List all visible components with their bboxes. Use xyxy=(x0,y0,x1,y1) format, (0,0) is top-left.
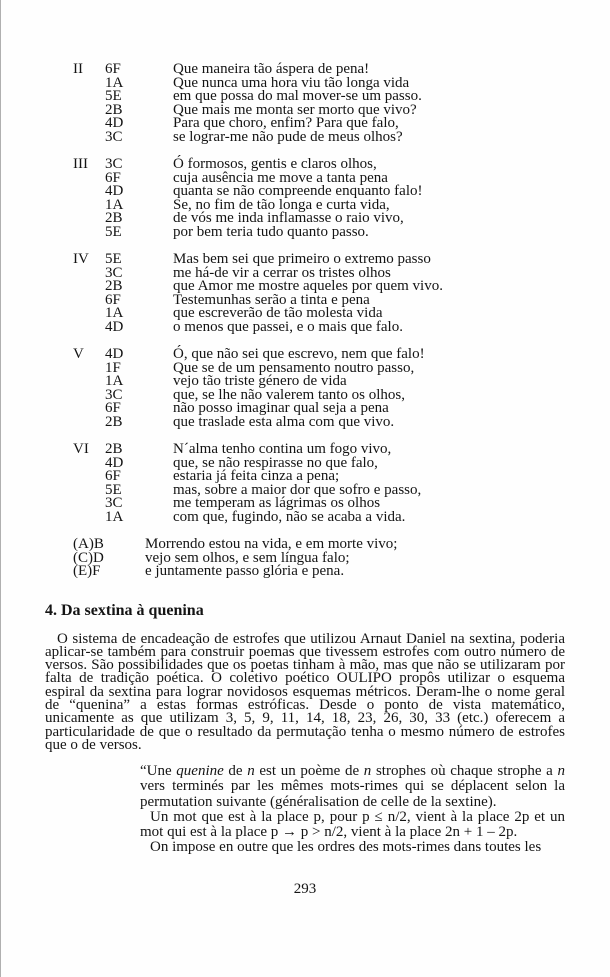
rhyme-word-label: (A)B xyxy=(73,536,104,552)
verse-text: me temperam as lágrimas os olhos xyxy=(173,495,381,511)
rhyme-word-label: 4D xyxy=(105,183,124,199)
rhyme-word-label: 2B xyxy=(105,278,123,294)
stanza-numeral: II xyxy=(73,61,83,77)
quote-text-segment: strophes où chaque strophe a xyxy=(371,763,558,780)
tercet-line xyxy=(73,563,565,579)
quote-italic-term: n xyxy=(557,763,565,780)
rhyme-word-label: 1A xyxy=(105,196,124,213)
poem-block xyxy=(73,63,565,524)
verse-line xyxy=(105,128,565,145)
verse-text: de vós me inda inflamasse o raio vivo, xyxy=(173,210,404,226)
verse-text: e juntamente passo glória e pena. xyxy=(145,563,345,579)
rhyme-word-label: 3C xyxy=(105,386,123,403)
rhyme-word-label: 5E xyxy=(105,251,122,267)
section-heading: 4. Da sextina à quenina xyxy=(45,601,204,619)
poem-tercet xyxy=(73,536,565,579)
stanza-verses xyxy=(105,443,565,524)
page-number: 293 xyxy=(293,881,317,898)
rhyme-word-label: 5E xyxy=(105,481,122,498)
stanza-verses xyxy=(105,253,565,334)
rhyme-word-label: (E)F xyxy=(73,563,101,579)
verse-text: cuja ausência me move a tanta pena xyxy=(173,169,388,186)
rhyme-word-label: 6F xyxy=(105,291,121,308)
rhyme-word-label: 3C xyxy=(105,156,123,172)
rhyme-word-label: 3C xyxy=(105,264,123,281)
rhyme-word-label: 5E xyxy=(105,223,122,240)
verse-text: por bem teria tudo quanto passo. xyxy=(173,223,369,240)
rhyme-word-label: 3C xyxy=(105,128,123,145)
verse-text: com que, fugindo, não se acaba a vida. xyxy=(173,508,406,525)
verse-text: estaria já feita cinza a pena; xyxy=(173,468,340,484)
quote-text-segment: vers terminés par les mêmes mots-rimes qui se déplacent selon la permutation suivante (généralisation de celle de la sextine). xyxy=(140,778,565,810)
poem-stanza xyxy=(73,348,565,429)
rhyme-word-label: 4D xyxy=(105,318,124,335)
rhyme-word-label: 6F xyxy=(105,169,121,186)
quote-italic-term: n xyxy=(247,763,255,780)
poem-stanza xyxy=(73,253,565,334)
body-paragraph: O sistema de encadeação de estrofes que utilizou Arnaut Daniel na sextina, poderia aplicar-se também para construir poemas que tivessem estrofes com outro número de versos. São possibilidades que os poetas tinham à mão, mas que não se utilizaram por falta de tradição poética. O coletivo poético OULIPO propôs utilizar o esquema espiral da sextina para lograr novidosos esquemas métricos. Deram-lhe o nome geral de “quenina” a estas formas estróficas. Desde o ponto de vista matemático, unicamente as que utilizam 3, 5, 9, 11, 14, 18, 23, 26, 30, 33 (etc.) oferecem a particularidade de que o resultado da permutação tenha o mesmo número de estrofes que o de versos. xyxy=(45,630,565,753)
verse-text: que, se lhe não valerem tanto os olhos, xyxy=(173,386,406,403)
rhyme-word-label: 1F xyxy=(105,359,121,376)
quote-paragraph-1 xyxy=(140,764,565,810)
stanza-numeral: VI xyxy=(73,441,89,457)
rhyme-word-label: 5E xyxy=(105,88,122,104)
verse-text: vejo tão triste género de vida xyxy=(173,373,347,389)
verse-text: que escreverão de tão molesta vida xyxy=(173,305,383,321)
stanza-numeral: III xyxy=(73,156,88,172)
stanza-verses xyxy=(105,63,565,144)
rhyme-word-label: 2B xyxy=(105,441,123,457)
verse-text: quanta se não compreende enquanto falo! xyxy=(173,183,423,199)
stanza-numeral: IV xyxy=(73,251,89,267)
verse-text: Que se de um pensamento noutro passo, xyxy=(173,359,415,376)
verse-line xyxy=(105,413,565,430)
quote-paragraph-2: Un mot que est à la place p, pour p ≤ n/2, vient à la place 2p et un mot qui est à la place p → p > n/2, vient à la place 2n + 1 – 2p. xyxy=(140,808,565,840)
verse-text: Ó formosos, gentis e claros olhos, xyxy=(173,156,377,172)
verse-text: o menos que passei, e o mais que falo. xyxy=(173,318,403,335)
verse-text: Que maneira tão áspera de pena! xyxy=(173,61,370,77)
rhyme-word-label: 6F xyxy=(105,468,121,484)
rhyme-word-label: 1A xyxy=(105,305,124,321)
verse-text: me há-de vir a cerrar os tristes olhos xyxy=(173,264,391,281)
verse-line xyxy=(105,508,565,525)
verse-text: Que nunca uma hora viu tão longa vida xyxy=(173,74,410,91)
rhyme-word-label: 6F xyxy=(105,400,121,416)
rhyme-word-label: 3C xyxy=(105,495,123,511)
rhyme-word-label: 1A xyxy=(105,508,124,525)
rhyme-word-label: (C)D xyxy=(73,549,104,566)
verse-text: Ó, que não sei que escrevo, nem que falo! xyxy=(173,346,425,362)
verse-text: vejo sem olhos, e sem língua falo; xyxy=(145,549,350,566)
verse-text: mas, sobre a maior dor que sofro e passo, xyxy=(173,481,422,498)
poem-stanza xyxy=(73,158,565,239)
rhyme-word-label: 2B xyxy=(105,413,123,430)
verse-text: que Amor me mostre aqueles por quem vivo. xyxy=(173,278,443,294)
verse-text: que traslade esta alma com que vivo. xyxy=(173,413,395,430)
verse-text: Se, no fim de tão longa e curta vida, xyxy=(173,196,390,213)
stanza-verses xyxy=(105,158,565,239)
stanza-verses xyxy=(105,348,565,429)
rhyme-word-label: 1A xyxy=(105,74,124,91)
rhyme-word-label: 4D xyxy=(105,346,124,362)
quote-italic-term: quenine xyxy=(176,763,224,780)
poem-stanza xyxy=(73,63,565,144)
quote-paragraph-3: On impose en outre que les ordres des mots-rimes dans toutes les xyxy=(150,839,542,856)
quote-italic-term: n xyxy=(363,763,372,780)
rhyme-word-label: 6F xyxy=(105,61,121,77)
verse-line xyxy=(105,318,565,335)
poem-stanza xyxy=(73,443,565,524)
scan-edge-line xyxy=(0,0,1,977)
verse-text: Mas bem sei que primeiro o extremo passo xyxy=(173,251,431,267)
block-quote xyxy=(140,764,565,855)
verse-text: não posso imaginar qual seja a pena xyxy=(173,400,389,416)
rhyme-word-label: 1A xyxy=(105,373,124,389)
quote-text-segment: est un poème de xyxy=(254,763,364,780)
verse-text: em que possa do mal mover-se um passo. xyxy=(173,88,422,104)
verse-text: Que mais me monta ser morto que vivo? xyxy=(173,101,417,118)
verse-text: se lograr-me não pude de meus olhos? xyxy=(173,128,403,145)
verse-text: N´alma tenho contina um fogo vivo, xyxy=(173,441,392,457)
verse-text: Para que choro, enfim? Para que falo, xyxy=(173,115,399,131)
quote-text-segment: “Une xyxy=(140,763,177,780)
verse-line xyxy=(105,223,565,240)
verse-text: Morrendo estou na vida, e em morte vivo; xyxy=(145,536,398,552)
rhyme-word-label: 4D xyxy=(105,115,124,131)
rhyme-word-label: 2B xyxy=(105,101,123,118)
quote-text-segment: de xyxy=(223,763,248,780)
verse-text: Testemunhas serão a tinta e pena xyxy=(173,291,370,308)
verse-text: que, se não respirasse no que falo, xyxy=(173,454,378,471)
rhyme-word-label: 4D xyxy=(105,454,124,471)
stanza-numeral: V xyxy=(73,346,84,362)
rhyme-word-label: 2B xyxy=(105,210,123,226)
